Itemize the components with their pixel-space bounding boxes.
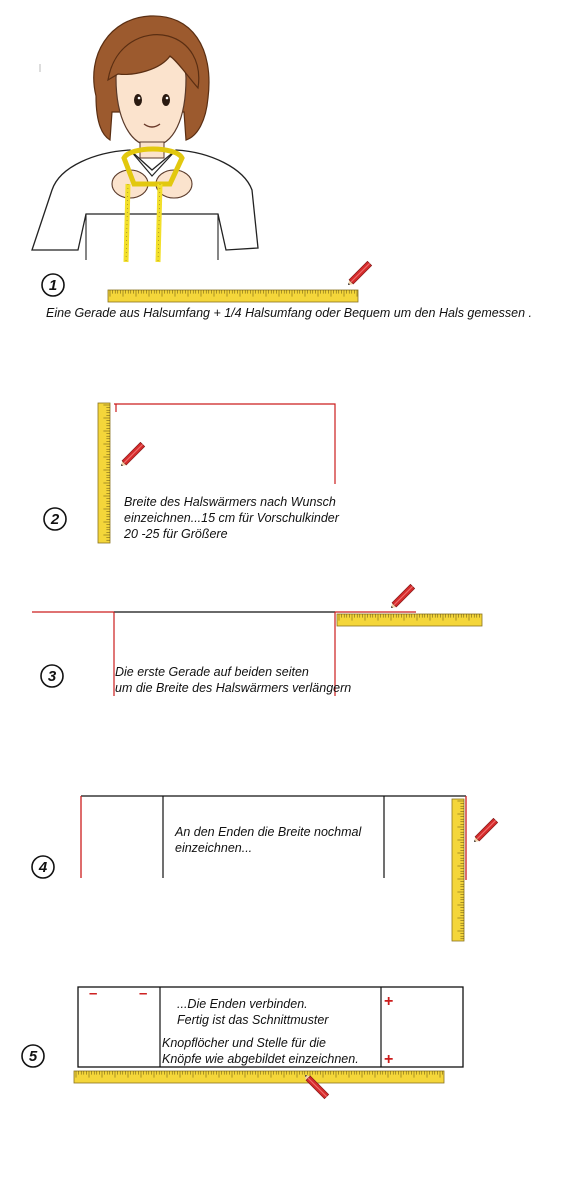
step-3 bbox=[32, 584, 482, 696]
ruler-icon bbox=[452, 799, 464, 941]
step-caption-line: um die Breite des Halswärmers verlängern bbox=[115, 681, 352, 695]
step-caption-line: ...Die Enden verbinden. bbox=[177, 997, 308, 1011]
ruler-icon bbox=[74, 1071, 444, 1083]
pencil-icon bbox=[346, 261, 372, 287]
step-number: 4 bbox=[38, 859, 48, 876]
step-number: 5 bbox=[28, 1048, 38, 1065]
step-caption-line: Fertig ist das Schnittmuster bbox=[177, 1013, 329, 1027]
step-caption-line: Breite des Halswärmers nach Wunsch bbox=[124, 495, 336, 509]
button-mark: + bbox=[384, 1051, 394, 1068]
ruler-icon bbox=[98, 403, 110, 543]
step-caption-line: Knöpfe wie abgebildet einzeichnen. bbox=[162, 1052, 359, 1066]
step-5 bbox=[22, 985, 463, 1099]
step-number: 3 bbox=[47, 668, 57, 685]
step-caption-line: einzeichnen...15 cm für Vorschulkinder bbox=[124, 511, 339, 525]
step-caption-line: An den Enden die Breite nochmal bbox=[175, 825, 362, 839]
pencil-icon bbox=[472, 818, 498, 844]
step-1 bbox=[42, 261, 532, 320]
ruler-icon bbox=[108, 290, 358, 302]
girl-measuring-neck-illustration bbox=[32, 16, 258, 262]
step-caption: Eine Gerade aus Halsumfang + 1/4 Halsumfang oder Bequem um den Hals gemessen . bbox=[46, 306, 533, 320]
step-caption-line: 20 -25 für Größere bbox=[124, 527, 228, 541]
ruler-icon bbox=[337, 614, 482, 626]
pencil-icon bbox=[389, 584, 415, 610]
step-caption-line: Die erste Gerade auf beiden seiten bbox=[115, 665, 309, 679]
step-number: 2 bbox=[50, 511, 60, 528]
step-2 bbox=[44, 403, 340, 543]
button-mark: + bbox=[384, 993, 394, 1010]
buttonhole-mark: – bbox=[89, 985, 98, 1002]
pencil-icon bbox=[119, 442, 145, 468]
buttonhole-mark: – bbox=[139, 985, 148, 1002]
pattern-line bbox=[114, 404, 335, 484]
step-number: 1 bbox=[48, 277, 58, 294]
step-caption-line: einzeichnen... bbox=[175, 841, 253, 855]
step-4 bbox=[32, 796, 498, 941]
step-caption-line: Knopflöcher und Stelle für die bbox=[162, 1036, 326, 1050]
